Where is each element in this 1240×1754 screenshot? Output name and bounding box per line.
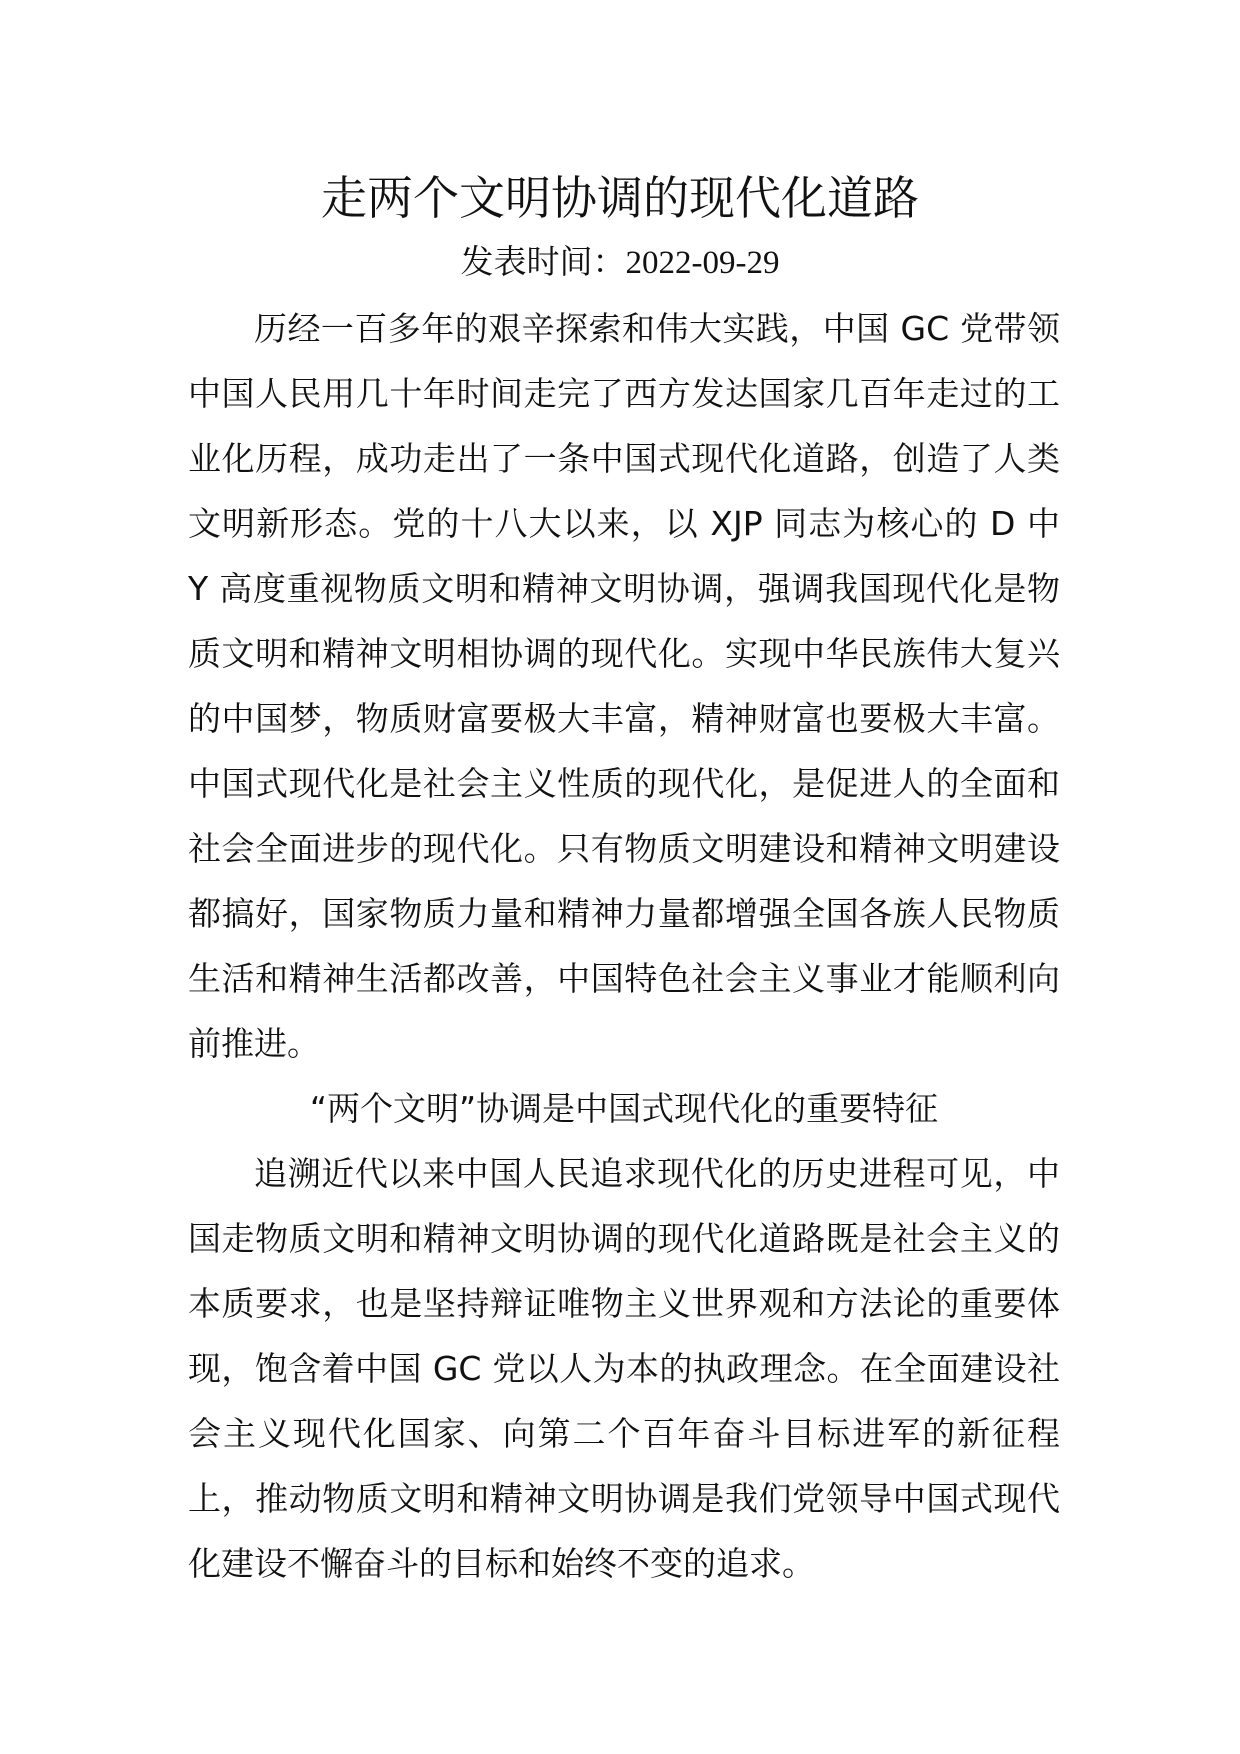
document-body [188,296,1060,1596]
paragraph-1: 历经一百多年的艰辛探索和伟大实践，中国 GC 党带领中国人民用几十年时间走完了西方发达国家几百年走过的工业化历程，成功走出了一条中国式现代化道路，创造了人类文明新形态。党的十八大以来，以 XJP 同志为核心的 D 中 Y 高度重视物质文明和精神文明协调，强调我国现代化是物质文明和精神文明相协调的现代化。实现中华民族伟大复兴的中国梦，物质财富要极大丰富，精神财富也要极大丰富。中国式现代化是社会主义性质的现代化，是促进人的全面和社会全面进步的现代化。只有物质文明建设和精神文明建设都搞好，国家物质力量和精神力量都增强全国各族人民物质生活和精神生活都改善，中国特色社会主义事业才能顺利向前推进。 [188,309,1060,1063]
document-title: 走两个文明协调的现代化道路 [321,171,919,225]
publish-date-label: 发表时间： [460,242,626,281]
paragraph-2: 追溯近代以来中国人民追求现代化的历史进程可见，中国走物质文明和精神文明协调的现代化道路既是社会主义的本质要求，也是坚持辩证唯物主义世界观和方法论的重要体现，饱含着中国 GC 党以人为本的执政理念。在全面建设社会主义现代化国家、向第二个百年奋斗目标进军的新征程上，推动物质文明和精神文明协调是我们党领导中国式现代化建设不懈奋斗的目标和始终不变的追求。 [188,1154,1060,1583]
publish-date [0,240,1240,285]
section-subheading: “两个文明”协调是中国式现代化的重要特征 [309,1089,939,1128]
publish-date-value: 2022-09-29 [625,245,780,281]
